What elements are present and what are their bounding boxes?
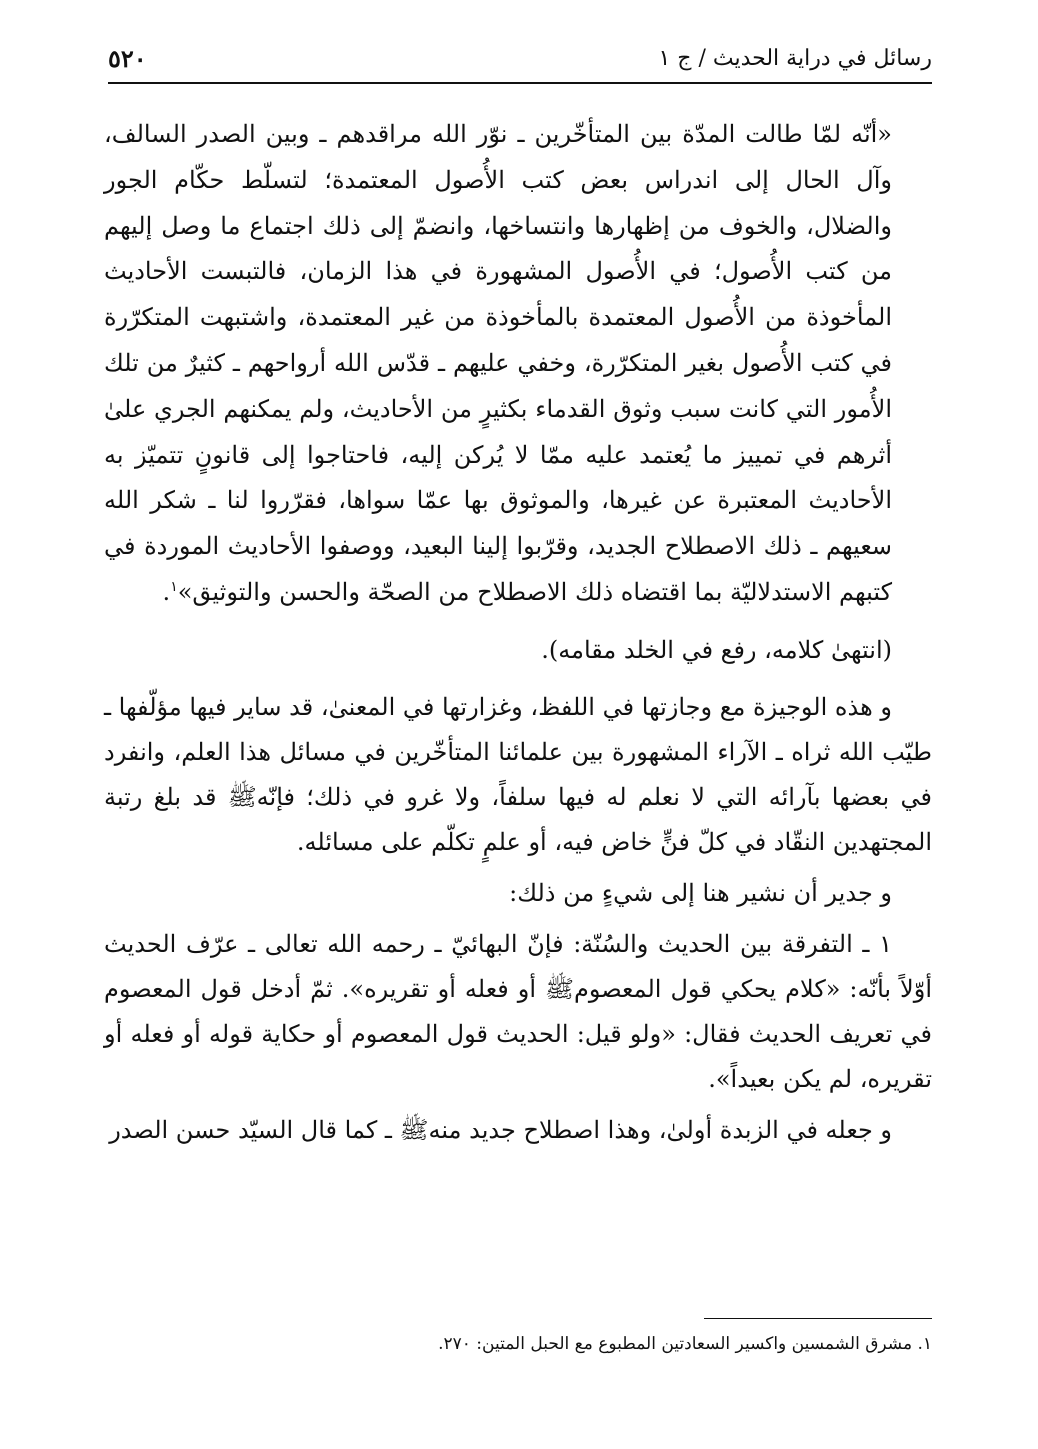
page-number: ٥٢٠ [108,43,147,73]
paragraph-pointer: و جدير أن نشير هنا إلى شيءٍ من ذلك: [509,878,892,907]
quote-end-punct: . [162,577,171,606]
paragraph-point-one: ١ ـ التفرقة بين الحديث والسُنّة: فإنّ البهائيّ ـ رحمه الله تعالى ـ عرّف الحديث أوّلاً بأنّه: «كلام يحكي قول المعصوم‌ﷺ أو فعله أو تقريره». ثمّ أدخل قول المعصوم في تعريف الحديث فقال: «ولو قيل: الحديث قول المعصوم أو حكاية قوله أو فعله أو تقريره، لم يكن بعيداً». [104,929,932,1093]
block-quote [104,112,892,616]
paragraph-end-of-quote: (انتهىٰ كلامه، رفع في الخلد مقامه). [541,635,892,664]
running-title: رسائل في دراية الحديث / ج ١ [658,45,932,71]
paragraph-continuation: و جعله في الزبدة أولىٰ، وهذا اصطلاح جديد منه‌ﷺ ـ كما قال السيّد حسن الصدر [109,1115,892,1144]
footnote-rule [704,1318,932,1319]
footnote: ١. مشرق الشمسين واكسير السعادتين المطبوع مع الحبل المتين: ٢٧٠. [438,1334,932,1354]
quote-text: «أنّه لمّا طالت المدّة بين المتأخّرين ـ نوّر الله مراقدهم ـ وبين الصدر السالف، وآل الحال إلى اندراس بعض كتب الأُصول المعتمدة؛ لتسلّط حكّام الجور والضلال، والخوف من إظهارها وانتساخها، وانضمّ إلى ذلك اجتماع ما وصل إليهم من كتب الأُصول؛ في الأُصول المشهورة في هذا الزمان، فالتبست الأحاديث المأخوذة من الأُصول المعتمدة بالمأخوذة من غير المعتمدة، واشتبهت المتكرّرة في كتب الأُصول بغير المتكرّرة، وخفي عليهم ـ قدّس الله أرواحهم ـ كثيرٌ من تلك الأُمور التي كانت سبب وثوق القدماء بكثيرٍ من الأحاديث، ولم يمكنهم الجري علىٰ أثرهم في تمييز ما يُعتمد عليه ممّا لا يُركن إليه، فاحتاجوا إلى قانونٍ تتميّز به الأحاديث المعتبرة عن غيرها، والموثوق بها عمّا سواها، فقرّروا لنا ـ شكر الله سعيهم ـ ذلك الاصطلاح الجديد، وقرّبوا إلينا البعيد، ووصفوا الأحاديث الموردة في كتبهم الاستدلاليّة بما اقتضاه ذلك الاصطلاح من الصحّة والحسن والتوثيق» [104,120,893,606]
main-text [104,112,932,1153]
footnote-reference: ١ [170,578,178,595]
paragraph-intro: و هذه الوجيزة مع وجازتها في اللفظ، وغزارتها في المعنىٰ، قد ساير فيها مؤلّفها ـ طيّب الله ثراه ـ الآراء المشهورة بين علمائنا المتأخّرين في مسائل هذا العلم، وانفرد في بعضها بآرائه التي لا نعلم له فيها سلفاً، ولا غرو في ذلك؛ فإنّه‌ﷺ قد بلغ رتبة المجتهدين النقّاد في كلّ فنٍّ خاض فيه، أو علمٍ تكلّم على مسائله. [104,692,932,856]
header-rule [108,82,932,84]
page-header [108,38,932,78]
